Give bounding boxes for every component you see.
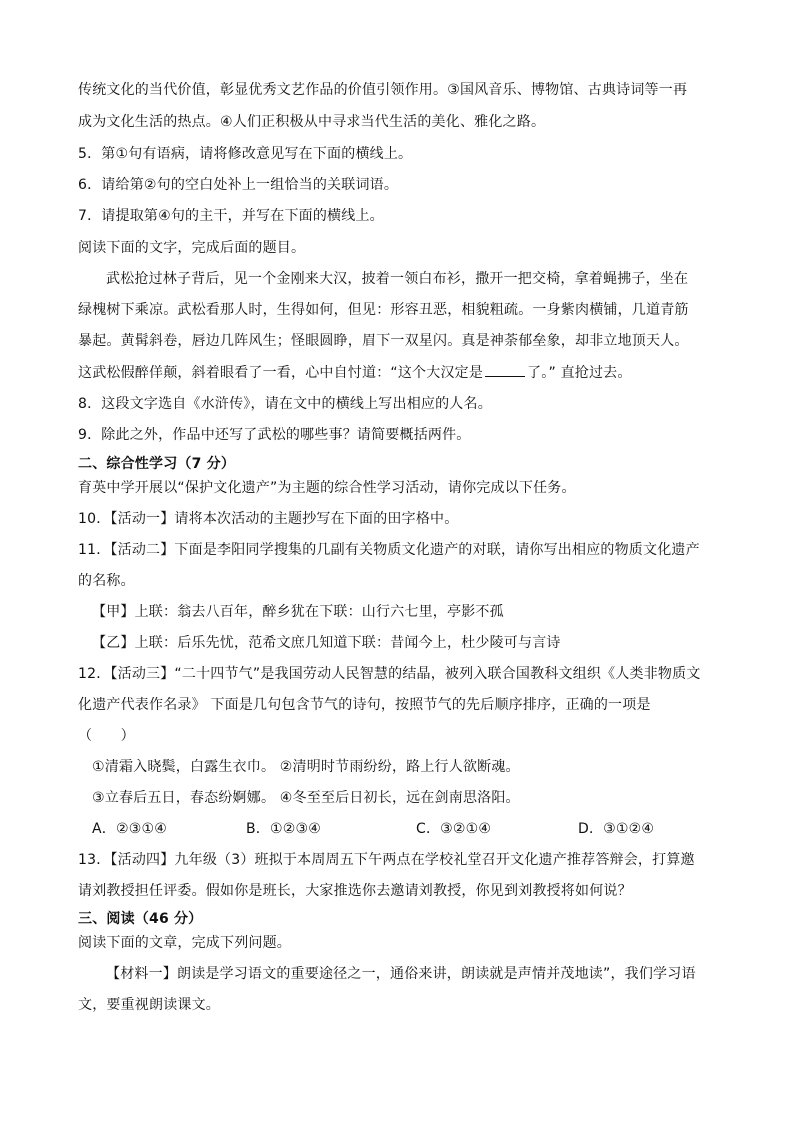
- question-13: 请刘教授担任评委。假如你是班长，大家推选你去邀请刘教授，你见到刘教授将如何说？: [78, 883, 632, 899]
- question-5: 5．第①句有语病，请将修改意见写在下面的横线上。: [78, 146, 413, 162]
- couplet-yi: 【乙】上联：后乐先忧，范希文庶几知道下联：昔闻今上，杜少陵可与言诗: [92, 635, 561, 651]
- text-line: 传统文化的当代价值，彰显优秀文艺作品的价值引领作用。③国风音乐、博物馆、古典诗词等一再: [78, 82, 688, 98]
- poem-line: ③立春后五日，春态纷婀娜。 ④冬至至后日初长，远在剑南思洛阳。: [92, 790, 520, 806]
- question-12: 12．【活动三】“二十四节气”是我国劳动人民智慧的结晶，被列入联合国教科文组织《人类非物质文: [78, 666, 701, 682]
- question-13: 13．【活动四】九年级（3）班拟于本周周五下午两点在学校礼堂召开文化遗产推荐答辩会，打算邀: [78, 852, 695, 868]
- passage-line: 绿槐树下乘凉。武松看那人时，生得如何，但见：形容丑恶，相貌粗疏。一身紫肉横铺，几道青筋: [78, 302, 689, 318]
- question-7: 7．请提取第④句的主干，并写在下面的横线上。: [78, 208, 384, 224]
- question-8: 8．这段文字选自《水浒传》，请在文中的横线上写出相应的人名。: [78, 396, 492, 412]
- section-heading: 二、综合性学习（7 分）: [78, 456, 236, 472]
- option-d[interactable]: D．③①②④: [578, 821, 655, 837]
- passage-text: 了。” 直抢过去。: [527, 365, 632, 381]
- section-intro: 育英中学开展以“保护文化遗产”为主题的综合性学习活动，请你完成以下任务。: [78, 480, 576, 496]
- passage-line: 暴起。黄髯斜卷，唇边几阵风生；怪眼圆睁，眉下一双星闪。真是神荼郁垒象，却非立地顶天人。: [78, 333, 689, 349]
- options-row: [92, 819, 654, 839]
- reading-instruction: 阅读下面的文章，完成下列问题。: [78, 935, 291, 951]
- passage-line: [78, 362, 632, 383]
- option-b[interactable]: B．①②③④: [246, 821, 322, 837]
- option-a[interactable]: A．②③①④: [92, 821, 167, 837]
- fill-blank[interactable]: [485, 362, 525, 377]
- material-line: 文，要重视朗读课文。: [78, 997, 220, 1013]
- material-line: 【材料一】朗读是学习语文的重要途径之一，通俗来讲，朗读就是声情并茂地读”，我们学习语: [106, 966, 696, 982]
- couplet-jia: 【甲】上联：翁去八百年，醉乡犹在下联：山行六七里，亭影不孤: [92, 604, 504, 620]
- passage-line: 武松抢过林子背后，见一个金刚来大汉，披着一领白布衫，撒开一把交椅，拿着蝇拂子，坐在: [106, 271, 689, 287]
- question-12: 化遗产代表作名录》 下面是几句包含节气的诗句，按照节气的先后顺序排序，正确的一项是: [78, 697, 651, 713]
- reading-instruction: 阅读下面的文字，完成后面的题目。: [78, 240, 306, 256]
- question-10: 10．【活动一】请将本次活动的主题抄写在下面的田字格中。: [78, 511, 459, 527]
- answer-parentheses[interactable]: （ ）: [78, 728, 135, 744]
- question-6: 6．请给第②句的空白处补上一组恰当的关联词语。: [78, 177, 399, 193]
- passage-text: 这武松假醉佯颠，斜着眼看了一看，心中自忖道：“这个大汉定是: [78, 365, 484, 381]
- question-11: 的名称。: [78, 573, 135, 589]
- option-c[interactable]: C．③②①④: [416, 821, 492, 837]
- question-11: 11．【活动二】下面是李阳同学搜集的几副有关物质文化遗产的对联，请你写出相应的物质文化遗产: [78, 542, 700, 558]
- section-heading: 三、阅读（46 分）: [78, 911, 203, 927]
- poem-line: ①清霜入晓鬓，白露生衣巾。 ②清明时节雨纷纷，路上行人欲断魂。: [92, 759, 520, 775]
- question-9: 9．除此之外，作品中还写了武松的哪些事？请简要概括两件。: [78, 427, 471, 443]
- text-line: 成为文化生活的热点。④人们正积极从中寻求当代生活的美化、雅化之路。: [78, 114, 546, 130]
